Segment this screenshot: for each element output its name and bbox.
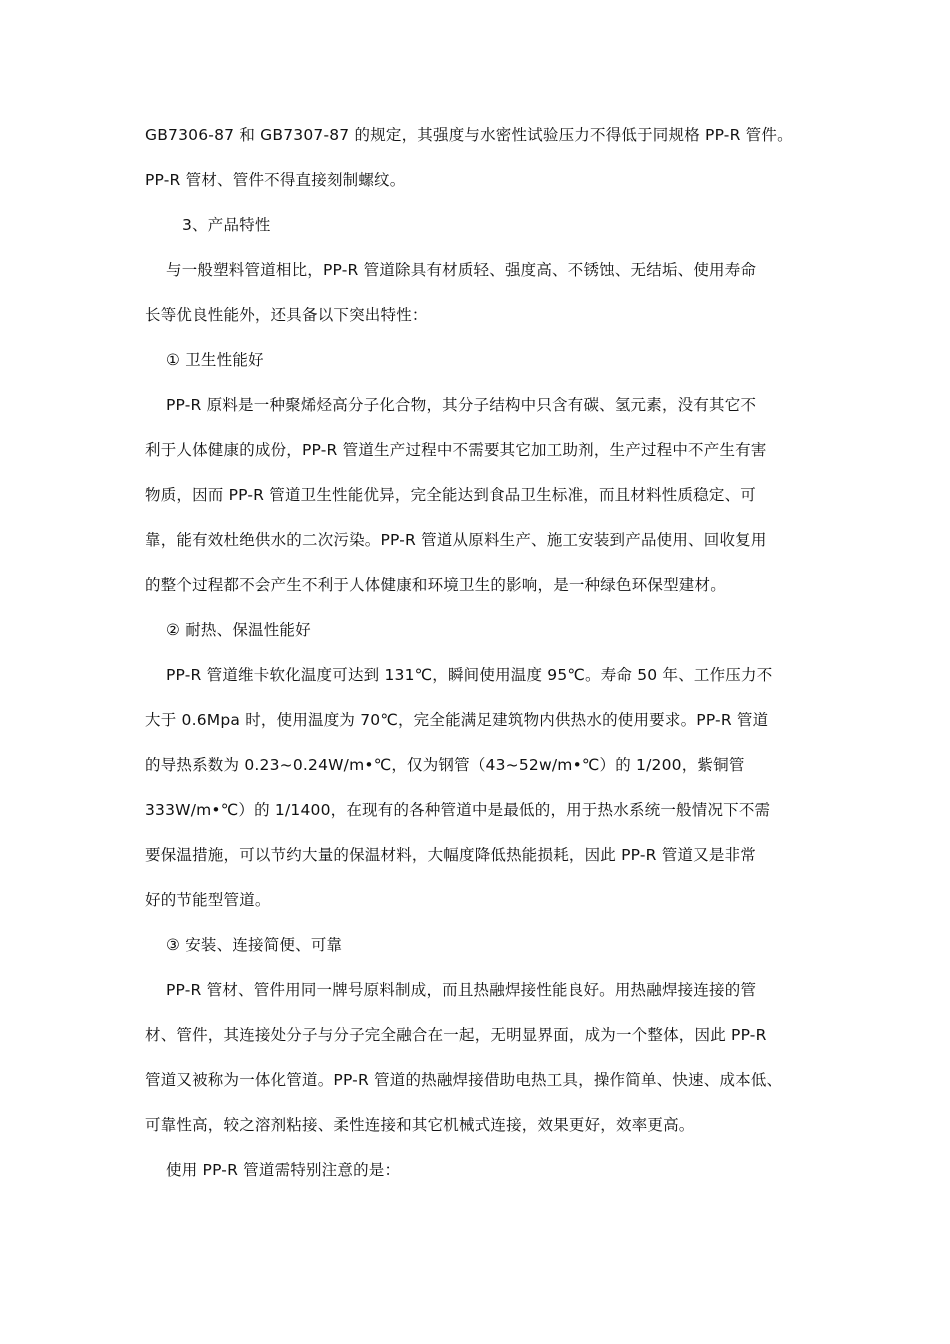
subsection-heading: ② 耐热、保温性能好 <box>166 621 311 639</box>
paragraph-line: PP-R 管道维卡软化温度可达到 131℃，瞬间使用温度 95℃。寿命 50 年、工作压力不 <box>166 666 773 684</box>
paragraph-line: 的导热系数为 0.23~0.24W/m•℃，仅为钢管（43~52w/m•℃）的 1/200，紫铜管 <box>145 756 745 774</box>
paragraph-line: 与一般塑料管道相比，PP-R 管道除具有材质轻、强度高、不锈蚀、无结垢、使用寿命 <box>166 261 757 279</box>
paragraph-line: 长等优良性能外，还具备以下突出特性： <box>145 306 428 324</box>
subsection-heading: ① 卫生性能好 <box>166 351 264 369</box>
paragraph-line: 的整个过程都不会产生不利于人体健康和环境卫生的影响，是一种绿色环保型建材。 <box>145 576 726 594</box>
paragraph-line: 管道又被称为一体化管道。PP-R 管道的热融焊接借助电热工具，操作简单、快速、成本低、 <box>145 1071 783 1089</box>
paragraph-line: 好的节能型管道。 <box>145 891 271 909</box>
paragraph-line: 使用 PP-R 管道需特别注意的是： <box>166 1161 401 1179</box>
paragraph-line: PP-R 原料是一种聚烯烃高分子化合物，其分子结构中只含有碳、氢元素，没有其它不 <box>166 396 757 414</box>
subsection-heading: ③ 安装、连接简便、可靠 <box>166 936 343 954</box>
paragraph-line: 材、管件，其连接处分子与分子完全融合在一起，无明显界面，成为一个整体，因此 PP-R <box>145 1026 767 1044</box>
paragraph-line: 可靠性高，较之溶剂粘接、柔性连接和其它机械式连接，效果更好，效率更高。 <box>145 1116 695 1134</box>
paragraph-line: 靠，能有效杜绝供水的二次污染。PP-R 管道从原料生产、施工安装到产品使用、回收复用 <box>145 531 767 549</box>
paragraph-line: 利于人体健康的成份，PP-R 管道生产过程中不需要其它加工助剂，生产过程中不产生有害 <box>145 441 767 459</box>
paragraph-line: 大于 0.6Mpa 时，使用温度为 70℃，完全能满足建筑物内供热水的使用要求。PP-R 管道 <box>145 711 769 729</box>
paragraph-line: 要保温措施，可以节约大量的保温材料，大幅度降低热能损耗，因此 PP-R 管道又是非常 <box>145 846 756 864</box>
paragraph-line: 物质，因而 PP-R 管道卫生性能优异，完全能达到食品卫生标准，而且材料性质稳定、可 <box>145 486 756 504</box>
section-heading: 3、产品特性 <box>182 216 271 234</box>
paragraph-line: 333W/m•℃）的 1/1400，在现有的各种管道中是最低的，用于热水系统一般情况下不需 <box>145 801 771 819</box>
paragraph-line: PP-R 管材、管件用同一牌号原料制成，而且热融焊接性能良好。用热融焊接连接的管 <box>166 981 757 999</box>
paragraph-line: GB7306-87 和 GB7307-87 的规定，其强度与水密性试验压力不得低于同规格 PP-R 管件。 <box>145 126 793 144</box>
paragraph-line: PP-R 管材、管件不得直接刻制螺纹。 <box>145 171 406 189</box>
